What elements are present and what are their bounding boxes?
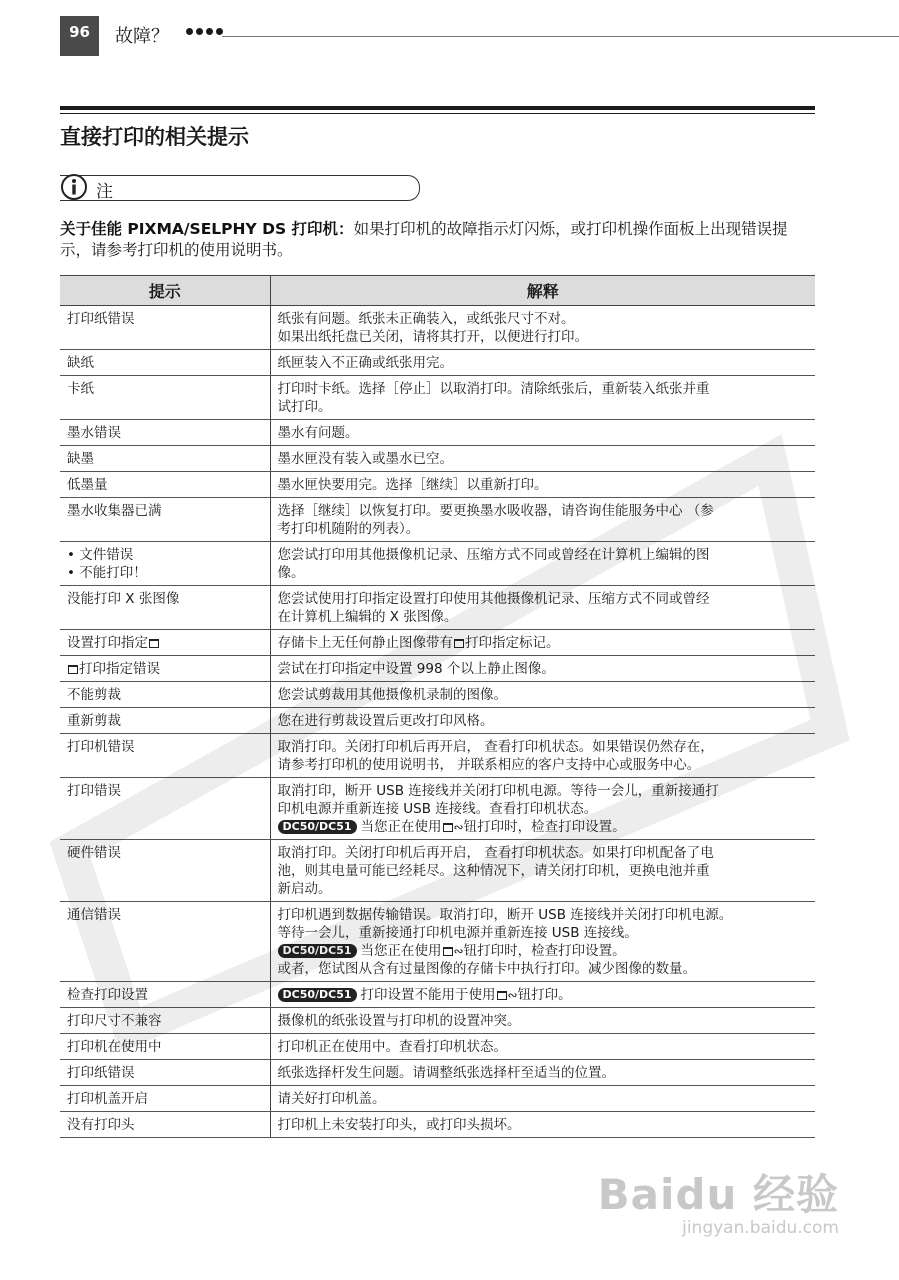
intro-text: 如果打印机的故障指示灯闪烁，或打印机操作面板上出现错误提示，请参考打印机的使用说明书。	[60, 220, 788, 259]
line: 当您正在使用	[360, 819, 442, 835]
model-badge: DC50/DC51	[278, 988, 357, 1002]
line: 纸张有问题。纸张未正确装入，或纸张尺寸不对。	[277, 311, 575, 327]
explanation-cell	[270, 472, 815, 498]
table-row	[60, 586, 815, 630]
line: 存储卡上无任何静止图像带有	[277, 635, 453, 651]
line: 墨水匣快要用完。选择［继续］以重新打印。	[277, 477, 548, 493]
explanation-cell	[270, 420, 815, 446]
explanation-cell	[270, 630, 815, 656]
explanation-cell	[270, 1008, 815, 1034]
table-row	[60, 1112, 815, 1138]
line: 打印机上未安装打印头，或打印头损坏。	[277, 1117, 521, 1133]
explanation-cell	[270, 1086, 815, 1112]
explanation-cell	[270, 682, 815, 708]
explanation-cell	[270, 982, 815, 1008]
hint-cell: 打印错误	[60, 778, 270, 840]
table-row	[60, 472, 815, 498]
table-row	[60, 682, 815, 708]
tips-table	[60, 275, 815, 1138]
line: 摄像机的纸张设置与打印机的设置冲突。	[277, 1013, 521, 1029]
table-row	[60, 420, 815, 446]
table-header-row	[60, 276, 815, 306]
table-row	[60, 778, 815, 840]
line: 试打印。	[277, 399, 332, 415]
line: 请关好打印机盖。	[277, 1091, 386, 1107]
table-row	[60, 982, 815, 1008]
table-row	[60, 902, 815, 982]
hint-cell: 没能打印 X 张图像	[60, 586, 270, 630]
watermark-brand: Baidu 经验	[597, 1170, 839, 1219]
hint-cell: 墨水错误	[60, 420, 270, 446]
line: 钮打印时，检查打印设置。	[463, 943, 626, 959]
section-rule	[60, 106, 815, 110]
line: 印机电源并重新连接 USB 连接线。查看打印机状态。	[277, 801, 598, 817]
explanation-cell	[270, 306, 815, 350]
line: 当您正在使用	[360, 943, 442, 959]
table-row	[60, 1034, 815, 1060]
hint-text: 打印指定错误	[79, 661, 160, 677]
section-title: 直接打印的相关提示	[60, 125, 249, 149]
baidu-watermark	[598, 1162, 839, 1238]
column-header-explanation: 解释	[270, 276, 815, 306]
print-order-icon	[454, 639, 464, 648]
table-row	[60, 1060, 815, 1086]
model-badge: DC50/DC51	[278, 944, 357, 958]
hint-cell: 打印机在使用中	[60, 1034, 270, 1060]
intro-paragraph	[60, 219, 815, 261]
line: 如果出纸托盘已关闭，请将其打开，以便进行打印。	[277, 329, 588, 345]
explanation-cell	[270, 840, 815, 902]
line: 选择［继续］以恢复打印。要更换墨水吸收器，请咨询佳能服务中心 （参	[277, 503, 714, 519]
line: 在计算机上编辑的 X 张图像。	[277, 609, 458, 625]
line: 您尝试打印用其他摄像机记录、压缩方式不同或曾经在计算机上编辑的图	[277, 547, 710, 563]
table-row	[60, 376, 815, 420]
line: 钮打印时，检查打印设置。	[463, 819, 626, 835]
explanation-cell	[270, 778, 815, 840]
info-icon	[60, 173, 88, 201]
print-share-icon	[443, 947, 453, 956]
hint-cell: 硬件错误	[60, 840, 270, 902]
line: 打印机遇到数据传输错误。取消打印，断开 USB 连接线并关闭打印机电源。	[277, 907, 733, 923]
hint-cell	[60, 656, 270, 682]
print-share-icon	[497, 991, 507, 1000]
explanation-cell	[270, 708, 815, 734]
line: 像。	[277, 565, 305, 581]
table-row	[60, 840, 815, 902]
explanation-cell	[270, 1112, 815, 1138]
hint-cell: 打印纸错误	[60, 306, 270, 350]
model-badge: DC50/DC51	[278, 820, 357, 834]
hint-cell	[60, 630, 270, 656]
header-dots	[186, 28, 223, 35]
line: • 文件错误	[67, 547, 134, 563]
hint-text: 设置打印指定	[67, 635, 148, 651]
table-row	[60, 306, 815, 350]
section-rule-thin	[60, 113, 815, 114]
hint-cell: 重新剪裁	[60, 708, 270, 734]
line: 取消打印。关闭打印机后再开启， 查看打印机状态。如果错误仍然存在，	[277, 739, 714, 755]
explanation-cell	[270, 586, 815, 630]
hint-cell: 缺墨	[60, 446, 270, 472]
print-order-icon	[149, 639, 159, 648]
hint-cell: 卡纸	[60, 376, 270, 420]
line: 墨水有问题。	[277, 425, 359, 441]
explanation-cell	[270, 1060, 815, 1086]
line: 打印时卡纸。选择［停止］以取消打印。清除纸张后，重新装入纸张并重	[277, 381, 710, 397]
line: 您尝试剪裁用其他摄像机录制的图像。	[277, 687, 507, 703]
hint-cell: 检查打印设置	[60, 982, 270, 1008]
hint-cell: 不能剪裁	[60, 682, 270, 708]
line: 池，则其电量可能已经耗尽。这种情况下，请关闭打印机，更换电池并重	[277, 863, 710, 879]
line: 纸张选择杆发生问题。请调整纸张选择杆至适当的位置。	[277, 1065, 615, 1081]
hint-cell: 打印机错误	[60, 734, 270, 778]
line: 纸匣装入不正确或纸张用完。	[277, 355, 453, 371]
hint-cell: 缺纸	[60, 350, 270, 376]
header-rule	[222, 36, 899, 37]
explanation-cell	[270, 542, 815, 586]
explanation-cell	[270, 902, 815, 982]
line: 打印设置不能用于使用	[360, 987, 496, 1003]
explanation-cell	[270, 1034, 815, 1060]
line: 您在进行剪裁设置后更改打印风格。	[277, 713, 494, 729]
hint-cell: 打印尺寸不兼容	[60, 1008, 270, 1034]
table-row	[60, 630, 815, 656]
note-box	[60, 175, 420, 201]
page-number: 96	[60, 16, 99, 56]
note-label: 注	[96, 182, 113, 202]
line: 钮打印。	[517, 987, 572, 1003]
line: 取消打印。关闭打印机后再开启， 查看打印机状态。如果打印机配备了电	[277, 845, 714, 861]
line: • 不能打印！	[67, 565, 147, 581]
chapter-title: 故障？	[115, 26, 169, 47]
table-row	[60, 708, 815, 734]
line: 尝试在打印指定中设置 998 个以上静止图像。	[277, 661, 555, 677]
table-row	[60, 1008, 815, 1034]
hint-cell: 墨水收集器已满	[60, 498, 270, 542]
line: 取消打印，断开 USB 连接线并关闭打印机电源。等待一会儿，重新接通打	[277, 783, 719, 799]
hint-cell: 打印纸错误	[60, 1060, 270, 1086]
explanation-cell	[270, 446, 815, 472]
explanation-cell	[270, 656, 815, 682]
line: 墨水匣没有装入或墨水已空。	[277, 451, 453, 467]
line: 等待一会儿，重新接通打印机电源并重新连接 USB 连接线。	[277, 925, 638, 941]
table-row	[60, 446, 815, 472]
line: 请参考打印机的使用说明书， 并联系相应的客户支持中心或服务中心。	[277, 757, 701, 773]
explanation-cell	[270, 734, 815, 778]
line: 考打印机随附的列表）。	[277, 521, 420, 537]
table-row	[60, 350, 815, 376]
print-order-icon	[68, 665, 78, 674]
table-row	[60, 498, 815, 542]
line: 打印机正在使用中。查看打印机状态。	[277, 1039, 507, 1055]
table-row	[60, 734, 815, 778]
explanation-cell	[270, 350, 815, 376]
hint-cell	[60, 542, 270, 586]
hint-cell: 低墨量	[60, 472, 270, 498]
hint-cell: 没有打印头	[60, 1112, 270, 1138]
line: 新启动。	[277, 881, 332, 897]
intro-lead: 关于佳能 PIXMA/SELPHY DS 打印机：	[60, 220, 354, 238]
explanation-cell	[270, 498, 815, 542]
line: 打印指定标记。	[465, 635, 560, 651]
line: 或者，您试图从含有过量图像的存储卡中执行打印。减少图像的数量。	[277, 961, 696, 977]
wave-icon: ∾	[453, 820, 464, 834]
line: 您尝试使用打印指定设置打印使用其他摄像机记录、压缩方式不同或曾经	[277, 591, 710, 607]
table-row	[60, 542, 815, 586]
hint-cell: 通信错误	[60, 902, 270, 982]
print-share-icon	[443, 823, 453, 832]
hint-cell: 打印机盖开启	[60, 1086, 270, 1112]
wave-icon: ∾	[453, 944, 464, 958]
watermark-url: jingyan.baidu.com	[682, 1218, 839, 1238]
column-header-hint: 提示	[60, 276, 270, 306]
table-row	[60, 656, 815, 682]
wave-icon: ∾	[507, 988, 518, 1002]
table-row	[60, 1086, 815, 1112]
explanation-cell	[270, 376, 815, 420]
